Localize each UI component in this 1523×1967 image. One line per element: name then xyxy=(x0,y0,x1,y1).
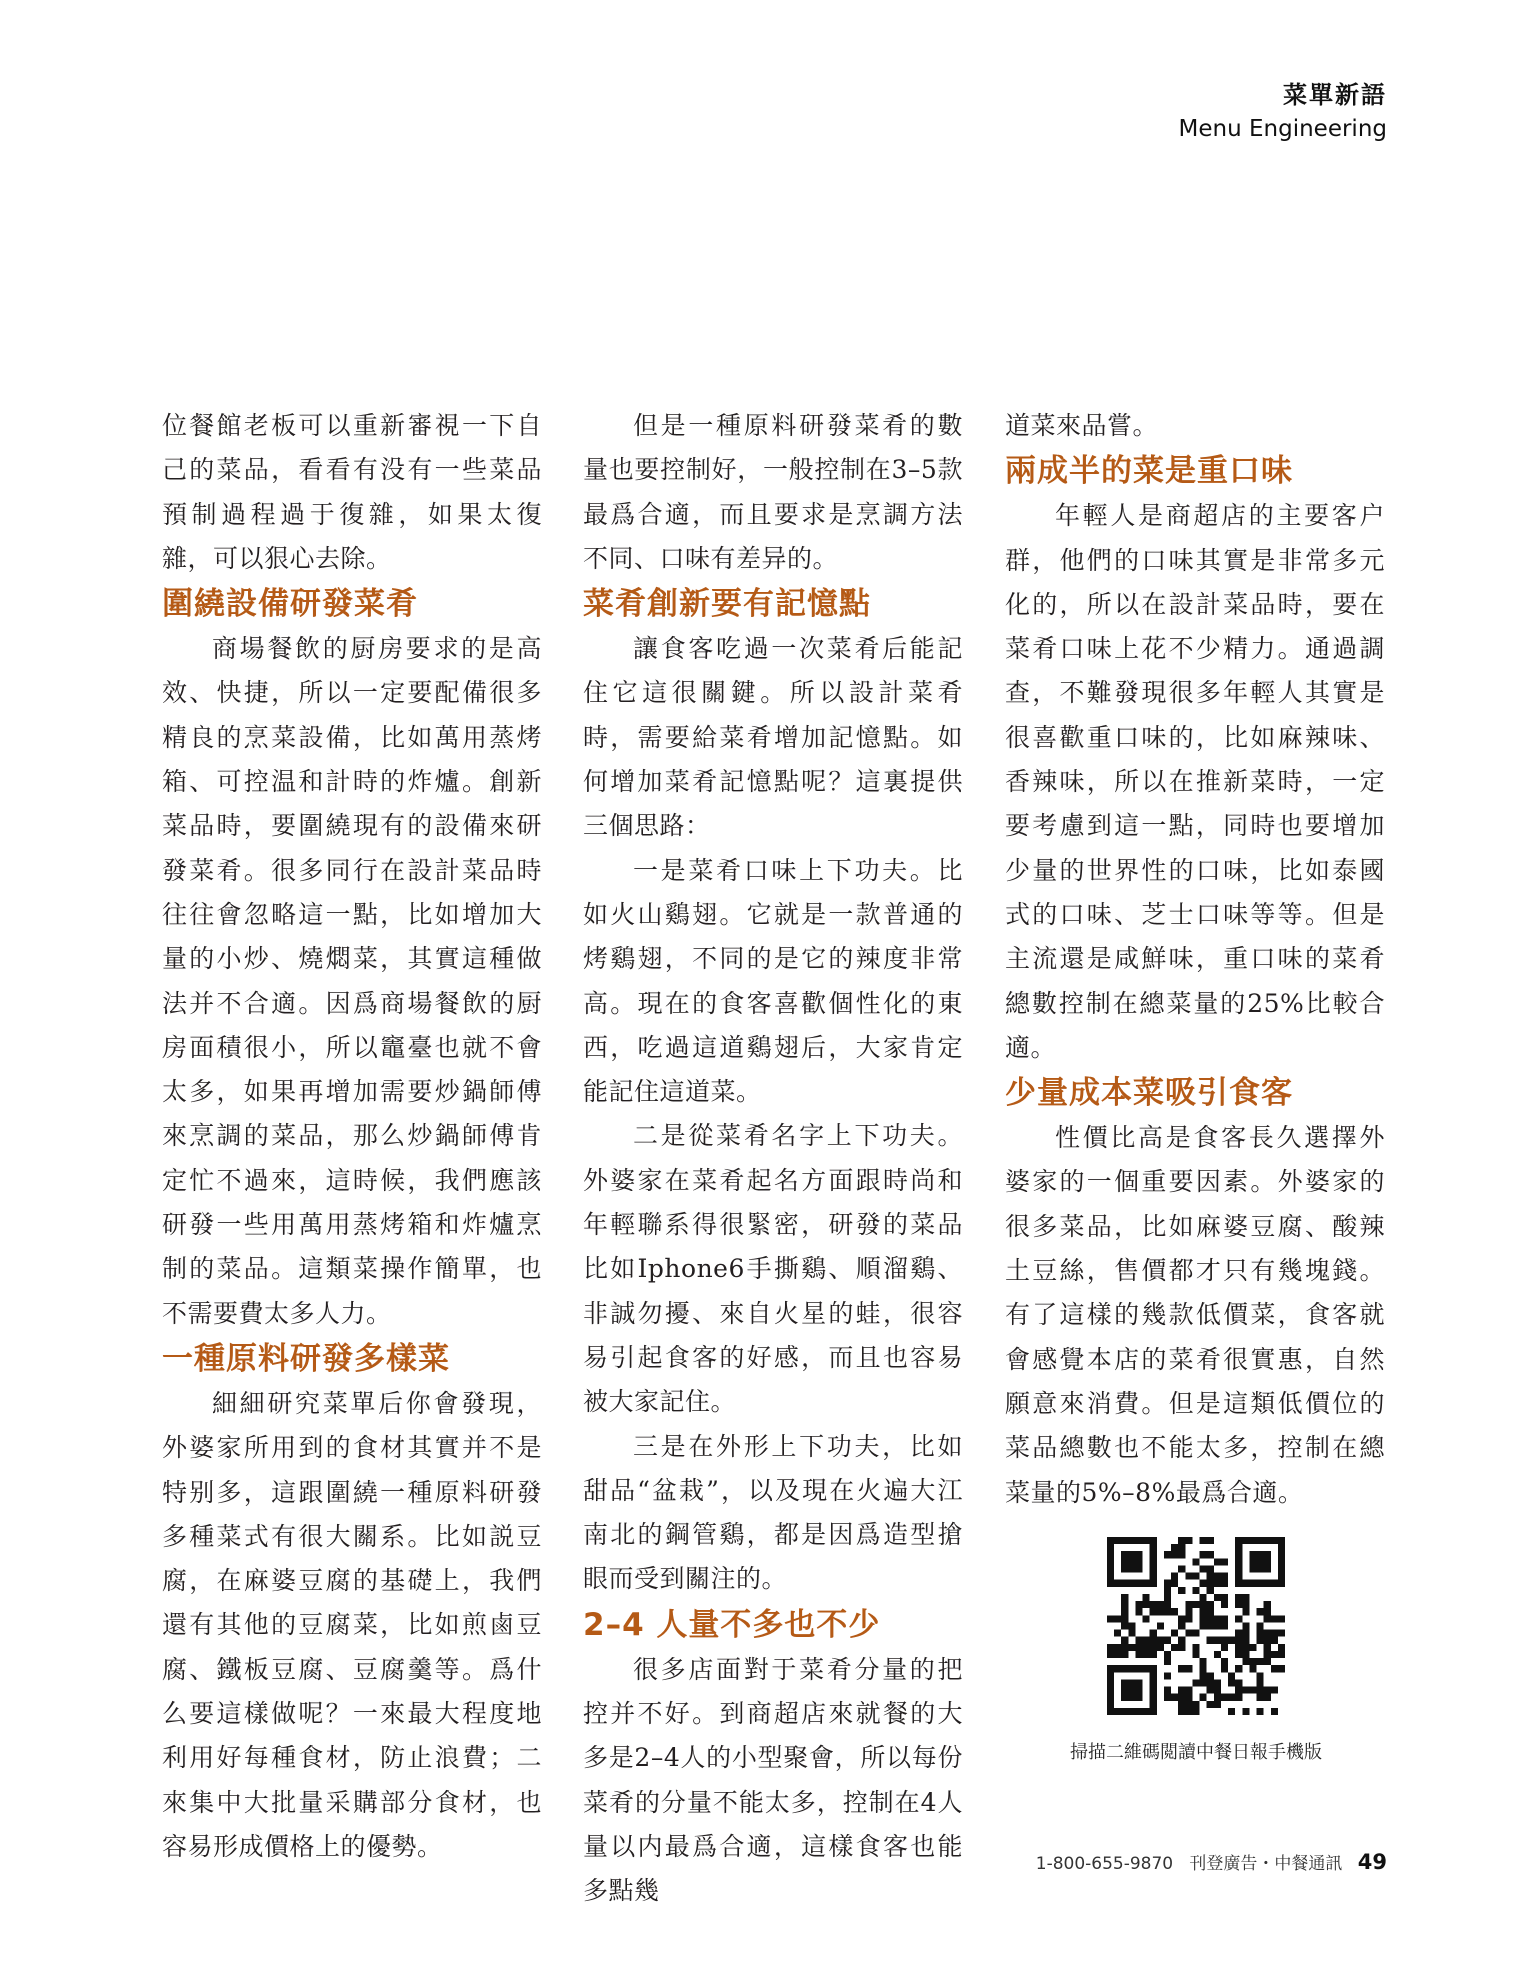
paragraph: 位餐館老板可以重新審視一下自己的菜品，看看有没有一些菜品預制過程過于復雜，如果太復雜，可以狠心去除。 xyxy=(162,411,542,573)
subheading: 兩成半的菜是重口味 xyxy=(1005,453,1293,490)
paragraph: 道菜來品嘗。 xyxy=(1005,411,1159,440)
page-number: 49 xyxy=(1357,1850,1387,1874)
paragraph: 三是在外形上下功夫，比如甜品“盆栽”，以及現在火遍大江南北的鋼管鷄，都是因爲造型搶眼而受到關注的。 xyxy=(583,1431,963,1594)
subheading: 一種原料研發多樣菜 xyxy=(162,1340,450,1377)
paragraph: 性價比高是食客長久選擇外婆家的一個重要因素。外婆家的很多菜品，比如麻婆豆腐、酸辣土豆絲，售價都才只有幾塊錢。有了這樣的幾款低價菜，食客就會感覺本店的菜肴很實惠，自然願意來消費。但是這類低價位的菜品總數也不能太多，控制在總菜量的5%–8%最爲合適。 xyxy=(1005,1123,1385,1507)
subheading: 菜肴創新要有記憶點 xyxy=(583,586,871,623)
paragraph: 很多店面對于菜肴分量的把控并不好。到商超店來就餐的大多是2–4人的小型聚會，所以每份菜肴的分量不能太多，控制在4人量以内最爲合適，這樣食客也能多點幾 xyxy=(583,1654,963,1906)
article-column-1 xyxy=(162,404,542,1869)
footer-label: 刊登廣告・中餐通訊 xyxy=(1189,1854,1343,1874)
section-title-en: Menu Engineering xyxy=(1178,116,1387,142)
paragraph: 年輕人是商超店的主要客户群，他們的口味其實是非常多元化的，所以在設計菜品時，要在菜肴口味上花不少精力。通過調查，不難發現很多年輕人其實是很喜歡重口味的，比如麻辣味、香辣味，所以在推新菜時，一定要考慮到這一點，同時也要增加少量的世界性的口味，比如泰國式的口味、芝士口味等等。但是主流還是咸鮮味，重口味的菜肴總數控制在總菜量的25%比較合適。 xyxy=(1005,501,1385,1062)
page-footer xyxy=(1036,1849,1387,1874)
section-label xyxy=(1179,78,1387,146)
article-column-3 xyxy=(1005,404,1385,1515)
footer-phone: 1-800-655-9870 xyxy=(1035,1854,1174,1874)
article-column-2 xyxy=(583,404,963,1914)
paragraph: 但是一種原料研發菜肴的數量也要控制好，一般控制在3–5款最爲合適，而且要求是烹調方法不同、口味有差异的。 xyxy=(583,411,963,573)
qr-caption: 掃描二維碼閲讀中餐日報手機版 xyxy=(1070,1742,1322,1763)
section-title-zh: 菜單新語 xyxy=(1283,81,1387,109)
subheading: 少量成本菜吸引食客 xyxy=(1005,1075,1293,1112)
subheading: 2–4 人量不多也不少 xyxy=(583,1606,881,1643)
paragraph: 二是從菜肴名字上下功夫。外婆家在菜肴起名方面跟時尚和年輕聯系得很緊密，研發的菜品比如Iphone6手撕鷄、順溜鷄、非誠勿擾、來自火星的蛙，很容易引起食客的好感，而且也容易被大家記住。 xyxy=(583,1121,963,1417)
paragraph: 細細研究菜單后你會發現，外婆家所用到的食材其實并不是特别多，這跟圍繞一種原料研發多種菜式有很大關系。比如説豆腐，在麻婆豆腐的基礎上，我們還有其他的豆腐菜，比如煎鹵豆腐、鐵板豆腐、豆腐羹等。爲什么要這樣做呢？一來最大程度地利用好每種食材，防止浪費；二來集中大批量采購部分食材，也容易形成價格上的優勢。 xyxy=(162,1388,542,1861)
subheading: 圍繞設備研發菜肴 xyxy=(162,586,418,623)
qr-code-icon[interactable] xyxy=(1107,1537,1285,1715)
paragraph: 讓食客吃過一次菜肴后能記住它這很關鍵。所以設計菜肴時，需要給菜肴增加記憶點。如何增加菜肴記憶點呢？這裏提供三個思路： xyxy=(583,634,963,841)
paragraph: 商場餐飲的厨房要求的是高效、快捷，所以一定要配備很多精良的烹菜設備，比如萬用蒸烤箱、可控温和計時的炸爐。創新菜品時，要圍繞現有的設備來研發菜肴。很多同行在設計菜品時往往會忽略這一點，比如增加大量的小炒、燒燜菜，其實這種做法并不合適。因爲商場餐飲的厨房面積很小，所以竈臺也就不會太多，如果再增加需要炒鍋師傅來烹調的菜品，那么炒鍋師傅肯定忙不過來，這時候，我們應該研發一些用萬用蒸烤箱和炸爐烹制的菜品。這類菜操作簡單，也不需要費太多人力。 xyxy=(162,634,542,1328)
paragraph: 一是菜肴口味上下功夫。比如火山鷄翅。它就是一款普通的烤鷄翅，不同的是它的辣度非常高。現在的食客喜歡個性化的東西，吃過這道鷄翅后，大家肯定能記住這道菜。 xyxy=(583,855,963,1107)
